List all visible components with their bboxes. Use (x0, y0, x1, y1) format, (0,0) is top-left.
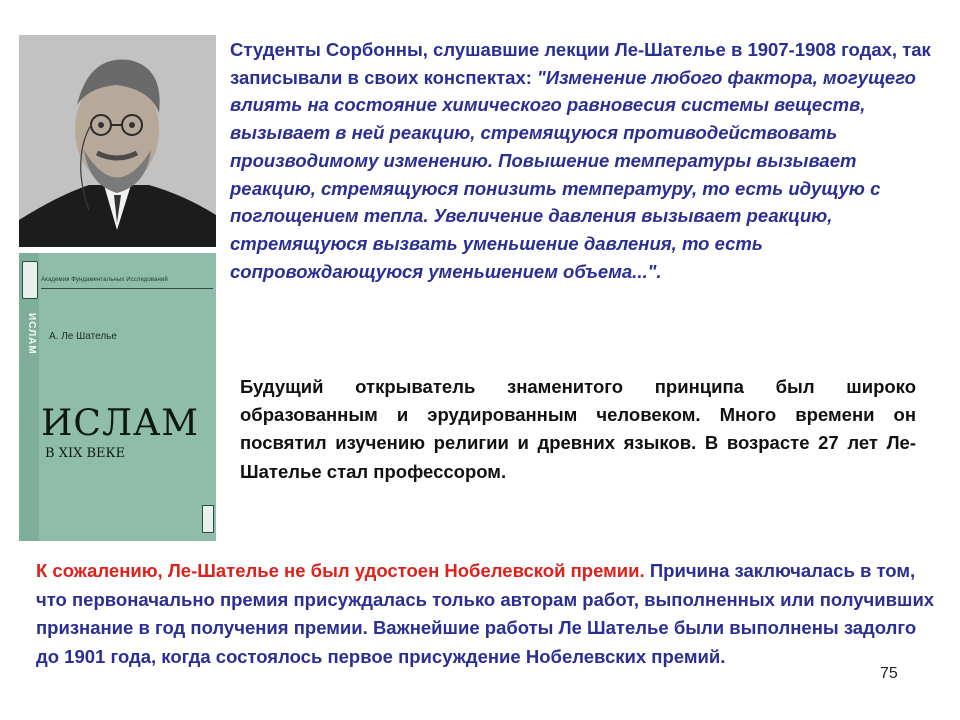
book-author: А. Ле Шателье (49, 331, 117, 342)
nobel-paragraph (36, 557, 936, 671)
book-series-divider (41, 288, 213, 289)
book-title: ИСЛАМ (41, 403, 200, 444)
quote-body: "Изменение любого фактора, могущего влиять на состояние химического равновесия системы веществ, вызывает в ней реакцию, стремящуюся противодействовать производимому изменению. Повышение температуры вызывает реакцию, стремящуюся понизить температуру, то есть идущую с поглощением тепла. Увеличение давления вызывает реакцию, стремящуюся вызвать уменьшение давления, то есть сопровождающуюся уменьшением объема...". (230, 66, 916, 282)
portrait-photo (19, 35, 216, 247)
book-spine-text: ИСЛАМ (26, 313, 37, 355)
book-series: Академия Фундаментальных Исследований (41, 277, 168, 283)
publisher-logo-icon (22, 261, 38, 299)
nobel-explanation: Причина заключалась в том, что первоначально премия присуждалась только авторам работ, выполненных или получивших признание в год получения премии. Важнейшие работы Ле Шателье были выполнены задолго до 1901 года, когда состоялось первое присуждение Нобелевских премий. (36, 560, 935, 667)
book-subtitle: В XIX ВЕКЕ (45, 446, 126, 461)
book-cover-image (19, 253, 216, 541)
publisher-mark-icon (202, 505, 214, 533)
quote-block (230, 36, 942, 285)
nobel-highlight: К сожалению, Ле-Шателье не был удостоен Нобелевской премии. (36, 560, 645, 581)
page-number: 75 (880, 665, 898, 682)
biography-paragraph: Будущий открыватель знаменитого принципа был широко образованным и эрудированным человеком. Много времени он посвятил изучению религии и древних языков. В возрасте 27 лет Ле-Шателье стал профессором. (240, 376, 916, 482)
portrait-illustration (19, 35, 216, 247)
quote-lead: Студенты Сорбонны, слушавшие лекции Ле-Шателье в 1907-1908 годах, так записывали в своих конспектах: (230, 39, 931, 88)
